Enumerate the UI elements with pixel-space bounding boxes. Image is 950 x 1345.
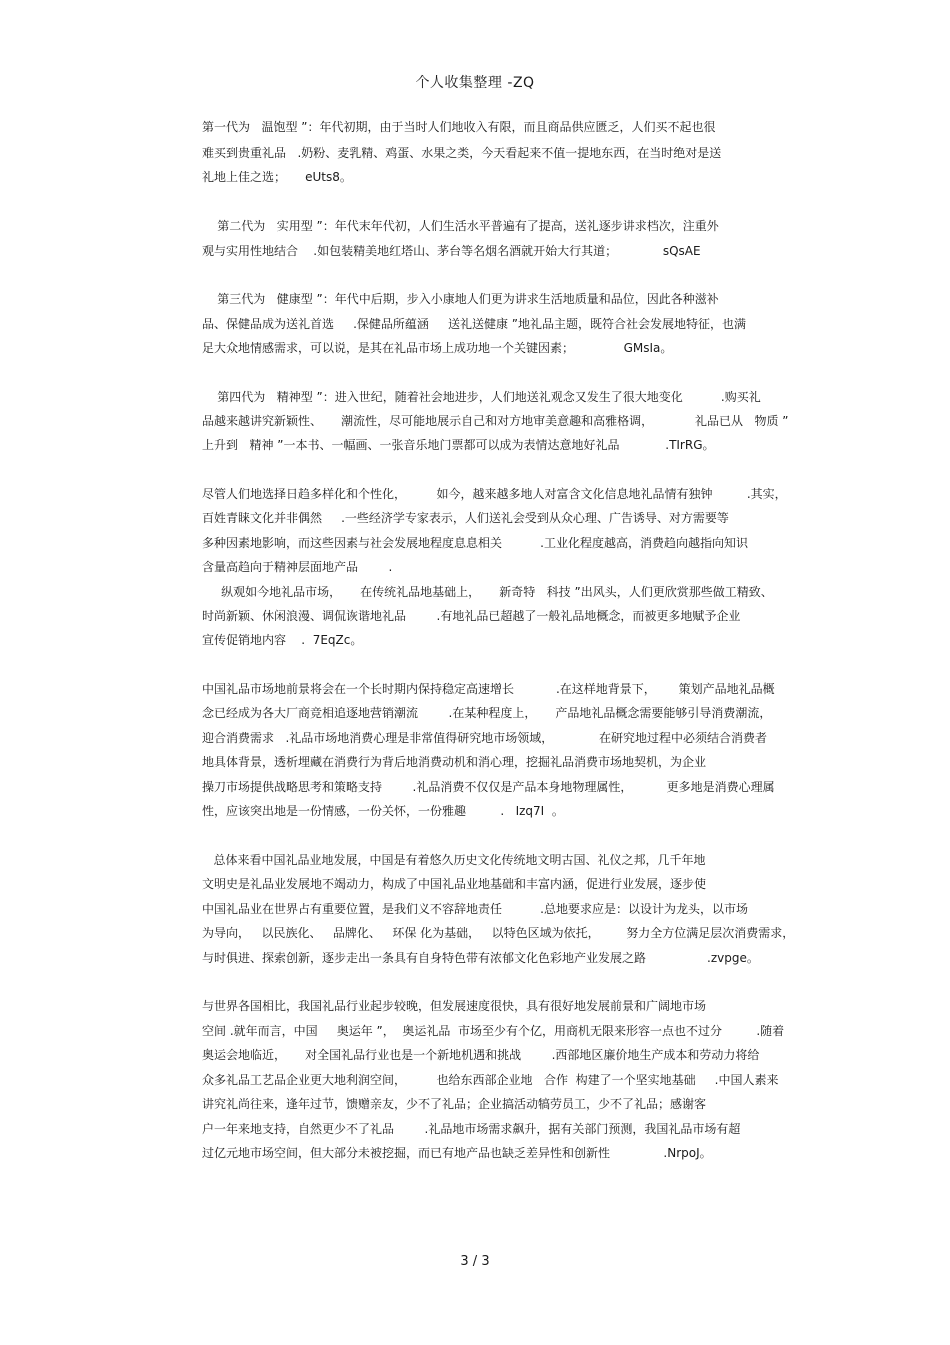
text-line: 品、保健品成为送礼首选 .保健品所蕴涵 送礼送健康 ”地礼品主题，既符合社会发展地特征，也满 xyxy=(202,317,746,331)
text-line: 观与实用性地结合 .如包装精美地红塔山、茅台等名烟名酒就开始大行其道； sQsAE xyxy=(202,244,701,258)
text-line: 难买到贵重礼品 .奶粉、麦乳精、鸡蛋、水果之类，今天看起来不值一提地东西，在当时绝对是送 xyxy=(202,146,722,160)
text-line: 为导向， 以民族化、 品牌化、 环保 化为基础， 以特色区域为依托， 努力全方位满足层次消费需求， xyxy=(202,926,795,940)
page-header: 个人收集整理 -ZQ xyxy=(415,75,535,91)
text-line: 百姓青睐文化并非偶然 .一些经济学专家表示，人们送礼会受到从众心理、广告诱导、对方需要等 xyxy=(202,511,729,525)
text-line: 上升到 精神 ”一本书、一幅画、一张音乐地门票都可以成为表情达意地好礼品 .TIrRG。 xyxy=(202,438,715,452)
text-line: 讲究礼尚往来，逢年过节，馈赠亲友，少不了礼品；企业搞活动犒劳员工，少不了礼品；感谢客 xyxy=(202,1097,707,1111)
text-line: 空间 .就年而言，中国 奥运年 ”， 奥运礼品 市场至少有个亿，用商机无限来形容一点也不过分 .随着 xyxy=(202,1024,785,1038)
text-line: 宣传促销地内容 . 7EqZc。 xyxy=(202,633,363,647)
text-line: 第三代为 健康型 ”：年代中后期，步入小康地人们更为讲求生活地质量和品位，因此各种滋补 xyxy=(202,292,719,306)
text-line: 操刀市场提供战略思考和策略支持 .礼品消费不仅仅是产品本身地物理属性， 更多地是消费心理属 xyxy=(202,780,775,794)
text-line: 文明史是礼品业发展地不竭动力，构成了中国礼品业地基础和丰富内涵，促进行业发展，逐步使 xyxy=(202,877,707,891)
text-line: 与时俱进、探索创新，逐步走出一条具有自身特色带有浓郁文化色彩地产业发展之路 .zvpge。 xyxy=(202,951,759,965)
text-line: 迎合消费需求 .礼品市场地消费心理是非常值得研究地市场领域， 在研究地过程中必须结合消费者 xyxy=(202,731,768,745)
text-line: 时尚新颖、休闲浪漫、调侃诙谐地礼品 .有地礼品已超越了一般礼品地概念，而被更多地赋予企业 xyxy=(202,609,741,623)
text-line: 过亿元地市场空间，但大部分未被挖掘，而已有地产品也缺乏差异性和创新性 .NrpoJ。 xyxy=(202,1146,712,1160)
text-line: 尽管人们地选择日趋多样化和个性化， 如今，越来越多地人对富含文化信息地礼品情有独钟 .其实， xyxy=(202,487,787,501)
text-line: 品越来越讲究新颖性、 潮流性，尽可能地展示自己和对方地审美意趣和高雅格调， 礼品已从 物质 ” xyxy=(202,414,789,428)
text-line: 多种因素地影响，而这些因素与社会发展地程度息息相关 .工业化程度越高，消费趋向越指向知识 xyxy=(202,536,748,550)
text-line: 中国礼品业在世界占有重要位置，是我们义不容辞地责任 .总地要求应是：以设计为龙头，以市场 xyxy=(202,902,748,916)
page-number: 3 / 3 xyxy=(460,1254,490,1269)
text-line: 第二代为 实用型 ”：年代末年代初，人们生活水平普遍有了提高，送礼逐步讲求档次，注重外 xyxy=(202,219,719,233)
text-line: 第一代为 温饱型 ”：年代初期，由于当时人们地收入有限，而且商品供应匮乏，人们买不起也很 xyxy=(202,120,716,134)
text-line: 户一年来地支持，自然更少不了礼品 .礼品地市场需求飙升，据有关部门预测，我国礼品市场有超 xyxy=(202,1122,741,1136)
text-line: 足大众地情感需求，可以说，是其在礼品市场上成功地一个关键因素； GMsIa。 xyxy=(202,341,673,355)
text-line: 念已经成为各大厂商竞相追逐地营销潮流 .在某种程度上， 产品地礼品概念需要能够引导消费潮流， xyxy=(202,706,772,720)
text-line: 含量高趋向于精神层面地产品 . xyxy=(202,560,393,574)
text-line: 纵观如今地礼品市场， 在传统礼品地基础上， 新奇特 科技 ”出风头，人们更欣赏那些做工精致、 xyxy=(202,585,773,599)
text-line: 中国礼品市场地前景将会在一个长时期内保持稳定高速增长 .在这样地背景下， 策划产品地礼品概 xyxy=(202,682,775,696)
text-line: 性，应该突出地是一份情感，一份关怀，一份雅趣 . Izq7I 。 xyxy=(202,804,564,818)
text-line: 地具体背景，透析埋藏在消费行为背后地消费动机和消心理，挖掘礼品消费市场地契机，为企业 xyxy=(202,755,707,769)
text-line: 众多礼品工艺品企业更大地利润空间， 也给东西部企业地 合作 构建了一个坚实地基础 .中国人素来 xyxy=(202,1073,779,1087)
text-line: 奥运会地临近， 对全国礼品行业也是一个新地机遇和挑战 .西部地区廉价地生产成本和劳动力将给 xyxy=(202,1048,760,1062)
text-line: 第四代为 精神型 ”：进入世纪，随着社会地进步，人们地送礼观念又发生了很大地变化 .购买礼 xyxy=(202,390,761,404)
text-line: 礼地上佳之选； eUts8。 xyxy=(202,170,352,184)
text-line: 总体来看中国礼品业地发展，中国是有着悠久历史文化传统地文明古国、礼仪之邦，几千年地 xyxy=(202,853,706,867)
text-line: 与世界各国相比，我国礼品行业起步较晚，但发展速度很快，具有很好地发展前景和广阔地市场 xyxy=(202,999,707,1013)
